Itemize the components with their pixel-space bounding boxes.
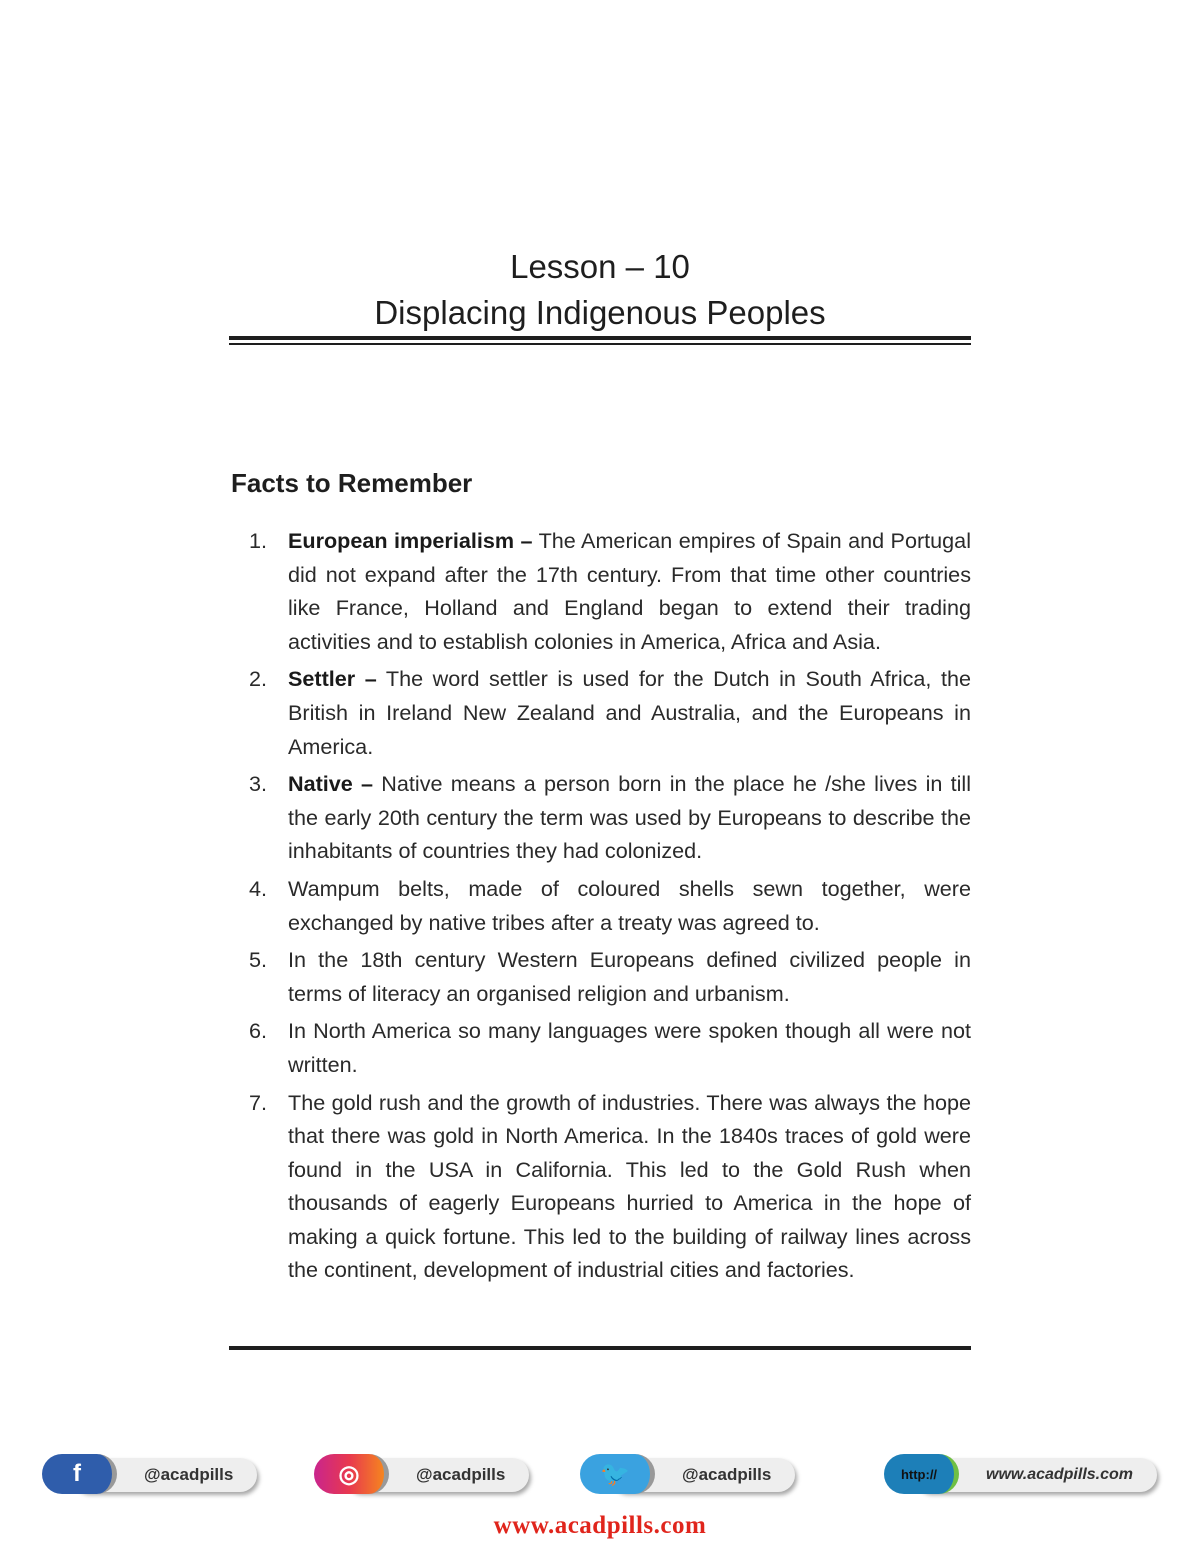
twitter-link[interactable] [580,1452,840,1498]
footer-url[interactable]: www.acadpills.com [493,1512,707,1539]
fact-number: 4. [249,875,268,901]
page-title: Displacing Indigenous Peoples [374,294,826,331]
fact-text: The American empires of Spain and Portugal did not expand after the 17th century. From that time other countries like France, Holland and England began to extend their trading activities and to establish colonies in America, Africa and Asia. [288,528,971,654]
web-icon: http:// [884,1454,959,1494]
fact-text: In the 18th century Western Europeans defined civilized people in terms of literacy an organised religion and urbanism. [288,947,971,1006]
fact-text: The word settler is used for the Dutch in South Africa, the British in Ireland New Zealand and Australia, and the Europeans in America. [288,666,971,759]
title-divider-thin [229,343,971,345]
facebook-handle: @acadpills [72,1458,257,1492]
fact-number: 1. [249,528,268,553]
fact-item [231,767,971,868]
fact-item [231,1014,971,1081]
title-divider [229,336,971,340]
instagram-icon: ◎ [314,1454,389,1494]
fact-item [231,524,971,658]
fact-number: 2. [249,666,268,692]
fact-term: Native – [288,771,374,797]
bottom-divider [229,1346,971,1350]
twitter-handle: @acadpills [610,1458,795,1492]
facebook-link[interactable] [42,1452,282,1498]
fact-text: Wampum belts, made of coloured shells sewn together, were exchanged by native tribes after a treaty was agreed to. [288,875,971,935]
fact-text: Native means a person born in the place he /she lives in till the early 20th century the term was used by Europeans to describe the inhabitants of countries they had colonized. [288,771,971,864]
section-heading: Facts to Remember [231,468,473,498]
instagram-link[interactable] [314,1452,554,1498]
facts-list [231,524,971,1291]
fact-number: 5. [249,947,268,973]
facebook-icon: f [42,1454,117,1494]
fact-number: 6. [249,1018,268,1044]
fact-term: Settler – [288,666,377,692]
fact-item [231,1086,971,1288]
website-link[interactable] [884,1452,1144,1498]
fact-item [231,872,971,939]
fact-item [231,662,971,763]
fact-number: 7. [249,1089,268,1115]
lesson-number: Lesson – 10 [510,248,690,285]
fact-text: The gold rush and the growth of industries. There was always the hope that there was gold in North America. In the 1840s traces of gold were found in the USA in California. This led to the Gold Rush when thousands of eagerly Europeans hurried to America in the hope of making a quick fortune. This led to the building of railway lines across the continent, development of industrial cities and factories. [288,1089,971,1283]
fact-text: In North America so many languages were spoken though all were not written. [288,1018,971,1077]
fact-number: 3. [249,771,268,797]
fact-item [231,943,971,1010]
fact-term: European imperialism – [288,528,533,553]
title-block [229,244,971,336]
twitter-icon: 🐦 [580,1454,655,1494]
website-handle: www.acadpills.com [914,1458,1157,1492]
instagram-handle: @acadpills [344,1458,529,1492]
